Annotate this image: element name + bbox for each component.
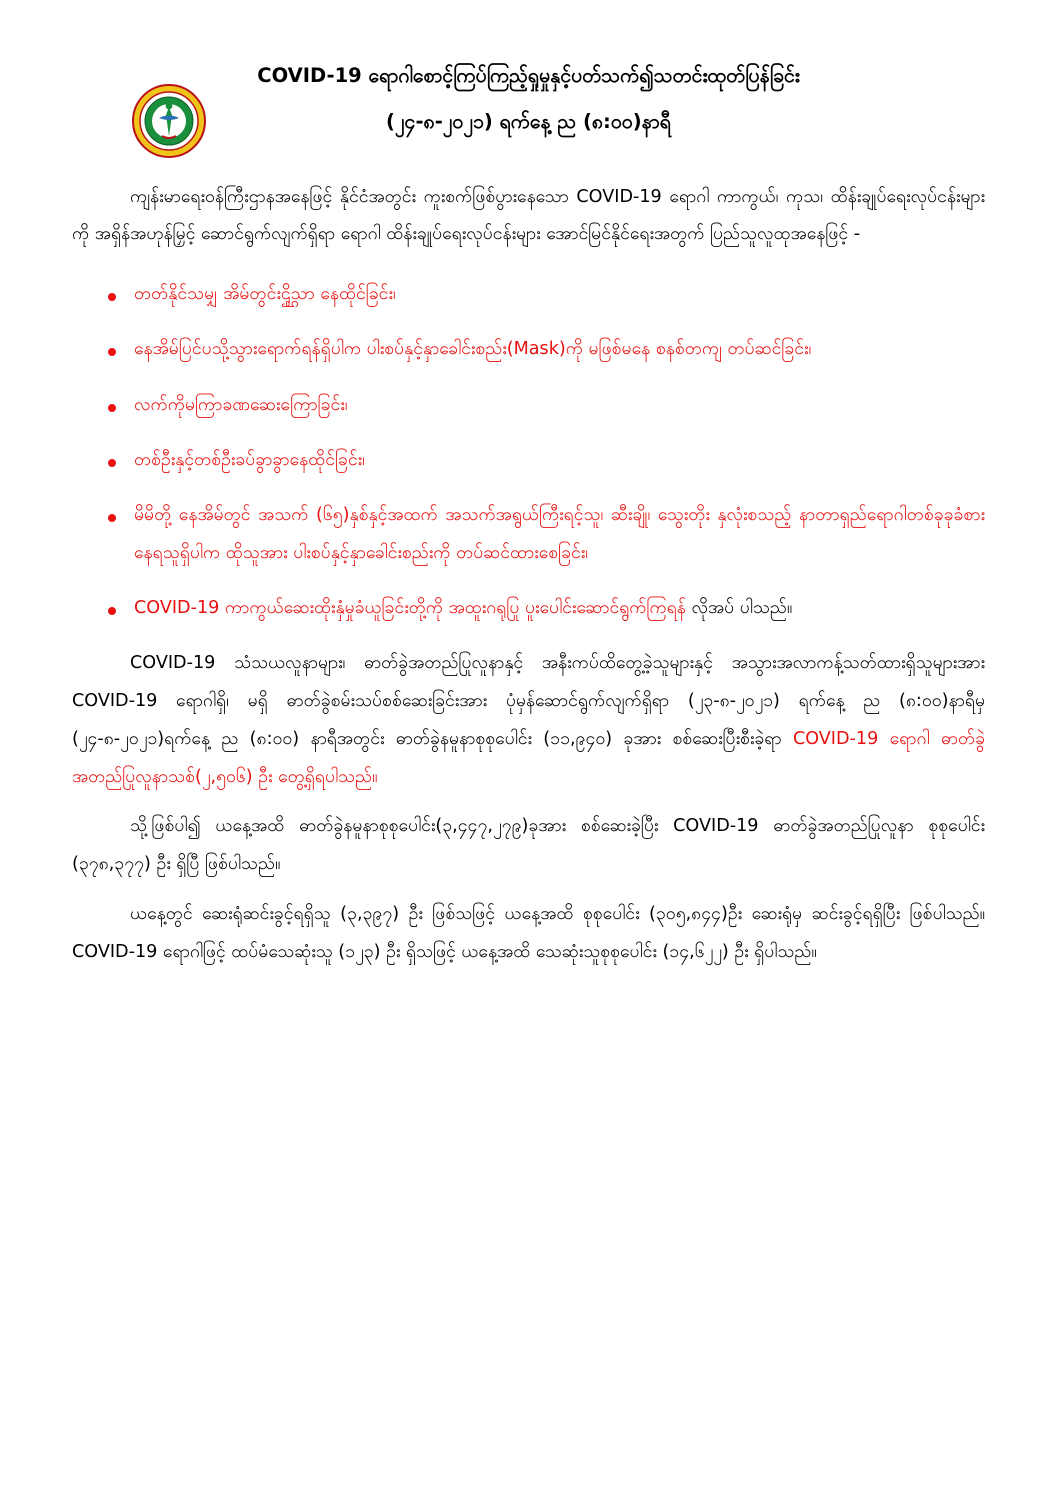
bullet-text: တတ်နိုင်သမျှ အိမ်တွင်းဌ္ဌိသာ နေထိုင်ခြင်း၊ — [134, 284, 396, 305]
list-item — [72, 590, 985, 627]
new-cases-highlight: COVID-19 ရောဂါ ဓာတ်ခွဲအတည်ပြုလူနာသစ်(၂,၅၀၆) ဦး တွေ့ရှိရပါသည်။ — [72, 728, 985, 787]
document-title-line2: (၂၄-၈-၂၀၂၁) ရက်နေ့ ည (၈:၀၀)နာရီ — [386, 110, 671, 134]
guidance-bullet-list — [72, 276, 985, 627]
list-item — [72, 276, 985, 313]
list-item — [72, 442, 985, 479]
testing-summary-paragraph — [72, 645, 985, 796]
bullet-text: နေအိမ်ပြင်ပသို့သွားရောက်ရန်ရှိပါက ပါးစပ်နှင့်နှာခေါင်းစည်း(Mask)ကို မဖြစ်မနေ စနစ်တကျ တပ်ဆင်ခြင်း၊ — [134, 339, 812, 360]
list-item — [72, 497, 985, 572]
testing-summary-black: COVID-19 သံသယလူနာများ၊ ဓာတ်ခွဲအတည်ပြုလူနာနှင့် အနီးကပ်ထိတွေ့ခဲ့သူများနှင့် အသွားအလာကန့်သတ်ထားရှိသူများအား COVID-19 ရောဂါရှိ၊ မရှိ ဓာတ်ခွဲစမ်းသပ်စစ်ဆေးခြင်းအား ပုံမှန်ဆောင်ရွက်လျက်ရှိရာ (၂၃-၈-၂၀၂၁) ရက်နေ့ ည (၈:၀၀)နာရီမှ (၂၄-၈-၂၀၂၁)ရက်နေ့ ည (၈:၀၀) နာရီအတွင်း ဓာတ်ခွဲနမူနာစုစုပေါင်း (၁၁,၉၄၀) ခုအား စစ်ဆေးပြီးစီးခဲ့ရာ — [72, 653, 985, 749]
discharges-and-deaths-paragraph: ယနေ့တွင် ဆေးရုံဆင်းခွင့်ရရှိသူ (၃,၃၉၇) ဦး ဖြစ်သဖြင့် ယနေ့အထိ စုစုပေါင်း (၃၀၅,၈၄၄)ဦး ဆေးရုံမှ ဆင်းခွင့်ရရှိပြီး ဖြစ်ပါသည်။ COVID-19 ရောဂါဖြင့် ထပ်မံသေဆုံးသူ (၁၂၃) ဦး ရှိသဖြင့် ယနေ့အထိ သေဆုံးသူစုစုပေါင်း (၁၄,၆၂၂) ဦး ရှိပါသည်။ — [72, 904, 985, 962]
intro-paragraph: ကျန်းမာရေးဝန်ကြီးဌာနအနေဖြင့် နိုင်ငံအတွင်း ကူးစက်ဖြစ်ပွားနေသော COVID-19 ရောဂါ ကာကွယ်၊ ကုသ၊ ထိန်းချုပ်ရေးလုပ်ငန်းများကို အရှိန်အဟုန်မြှင့် ဆောင်ရွက်လျက်ရှိရာ ရောဂါ ထိန်းချုပ်ရေးလုပ်ငန်းများ အောင်မြင်နိုင်ရေးအတွက် ပြည်သူလူထုအနေဖြင့် - — [72, 186, 985, 245]
list-item — [72, 331, 985, 368]
bullet-text: တစ်ဦးနှင့်တစ်ဦးခပ်ခွာခွာနေထိုင်ခြင်း၊ — [134, 450, 365, 471]
ministry-of-health-seal-icon — [132, 84, 206, 158]
bullet-text: လက်ကိုမကြာခဏဆေးကြောခြင်း၊ — [134, 394, 348, 415]
document-header — [72, 62, 985, 137]
bullet-text: မိမိတို့ နေအိမ်တွင် အသက် (၆၅)နှစ်နှင့်အထက် အသက်အရွယ်ကြီးရင့်သူ၊ ဆီးချို၊ သွေးတိုး နှလုံးစသည့် နာတာရှည်ရောဂါတစ်ခုခုခံစားနေရသူရှိပါက ထိုသူအား ပါးစပ်နှင့်နှာခေါင်းစည်းကို တပ်ဆင်ထားစေခြင်း၊ — [134, 505, 985, 563]
list-item — [72, 387, 985, 424]
cumulative-cases-paragraph: သို့ဖြစ်ပါ၍ ယနေ့အထိ ဓာတ်ခွဲနမူနာစုစုပေါင်း(၃,၄၄၇,၂၇၉)ခုအား စစ်ဆေးခဲ့ပြီး COVID-19 ဓာတ်ခွဲအတည်ပြုလူနာ စုစုပေါင်း (၃၇၈,၃၇၇) ဦး ရှိပြီ ဖြစ်ပါသည်။ — [72, 816, 985, 875]
document-title-line1: COVID-19 ရောဂါစောင့်ကြပ်ကြည့်ရှုမှုနှင့်ပတ်သက်၍သတင်းထုတ်ပြန်ခြင်း — [257, 64, 800, 87]
bullet-text: COVID-19 ကာကွယ်ဆေးထိုးနှံမှုခံယူခြင်းတို့ကို အထူးဂရုပြု ပူးပေါင်းဆောင်ရွက်ကြရန် — [134, 597, 692, 618]
bullet-tail-text: လိုအပ် ပါသည်။ — [691, 597, 793, 618]
